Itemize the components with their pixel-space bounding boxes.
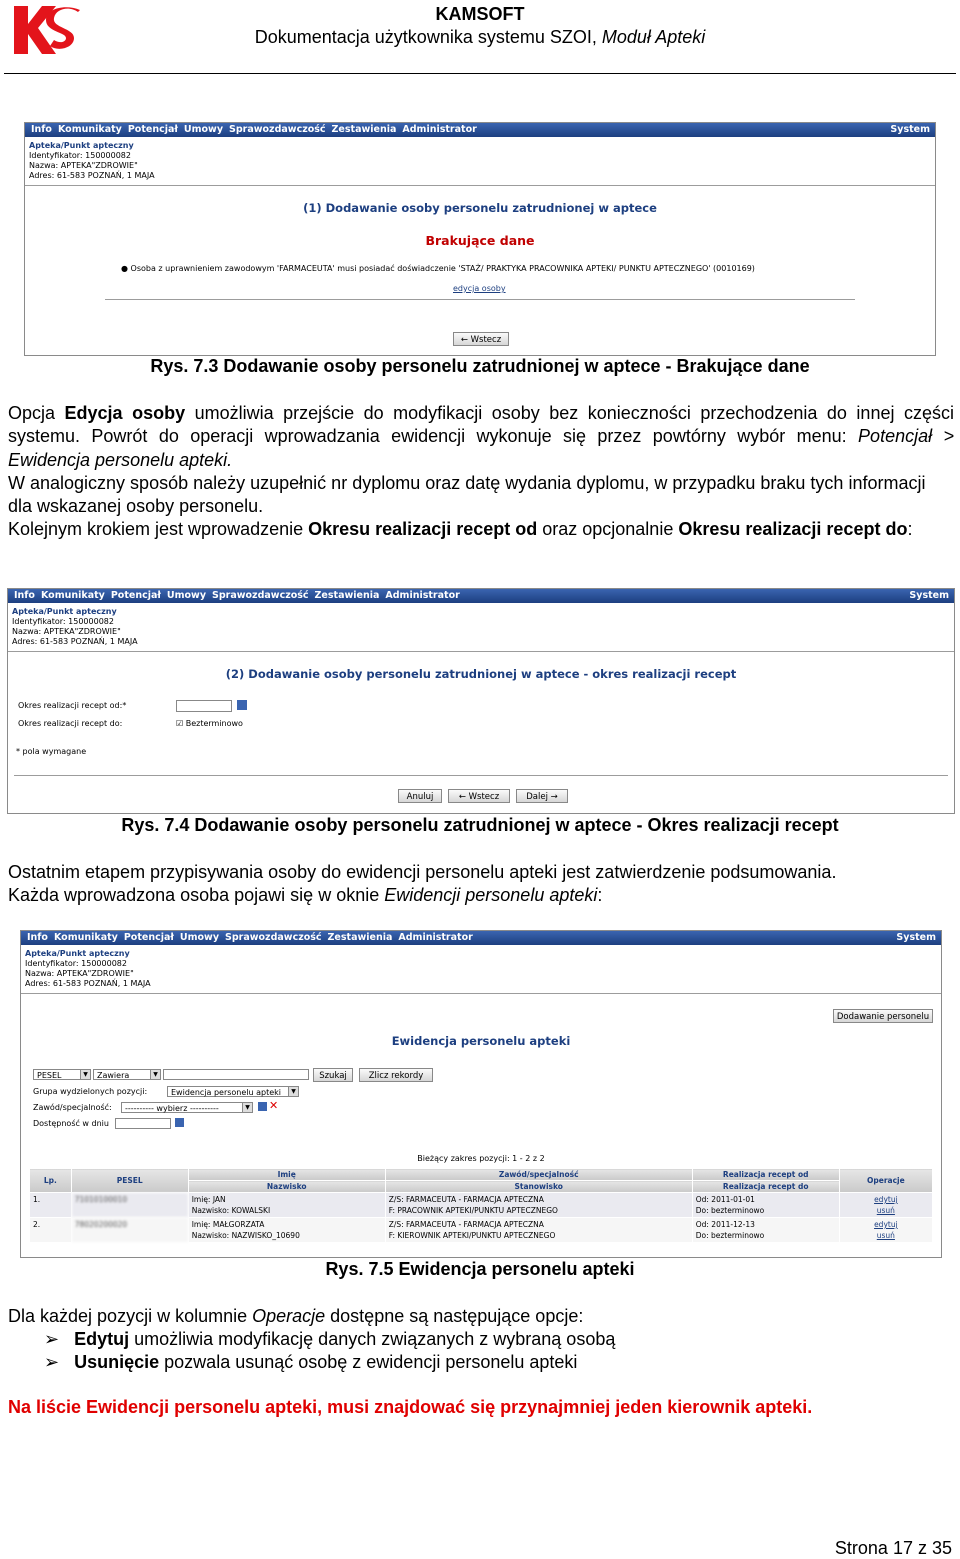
search-field-select[interactable]: PESEL ▼ — [33, 1069, 91, 1080]
chevron-down-icon: ▼ — [288, 1087, 298, 1096]
from-date-label: Okres realizacji recept od:* — [18, 701, 127, 710]
menu-item-info[interactable]: Info — [27, 932, 48, 943]
menu-item-sprawozdawczosc[interactable]: Sprawozdawczość — [212, 590, 309, 601]
profession-label: Zawód/specjalność: — [33, 1103, 112, 1112]
cancel-button[interactable]: Anuluj — [398, 789, 442, 803]
table-row: 2. 78020200020 Imię: MAŁGORZATA Nazwisko: NAZWISKO_10690 Z/S: FARMACEUTA - FARMACJA APTECZNA F: KIEROWNIK APTEKI/PUNKTU APTECZNEGO Od: 2011-12-13 Do: bezterminowo edytuj usuń — [30, 1218, 933, 1243]
menu-item-info[interactable]: Info — [31, 124, 52, 135]
availability-label: Dostępność w dniu — [33, 1119, 109, 1128]
missing-data-title: Brakujące dane — [425, 233, 535, 248]
bullet-delete: ➢ Usunięcie pozwala usunąć osobę z ewidencji personelu apteki — [44, 1352, 578, 1372]
menu-item-umowy[interactable]: Umowy — [183, 124, 224, 135]
paragraph-operations: Dla każdej pozycji w kolumnie Operacje dostępne są następujące opcje: — [8, 1306, 584, 1326]
document-subtitle: Dokumentacja użytkownika systemu SZOI, Moduł Apteki — [254, 27, 706, 47]
group-label: Grupa wydzielonych pozycji: — [33, 1087, 148, 1096]
step-title: (2) Dodawanie osoby personelu zatrudnionej w aptece - okres realizacji recept — [225, 667, 737, 681]
list-icon[interactable] — [258, 1102, 267, 1111]
edit-person-link[interactable]: edycja osoby — [453, 284, 506, 293]
from-date-input[interactable] — [176, 700, 232, 712]
menu-item-system[interactable]: System — [890, 124, 930, 135]
paragraph-summary: Ostatnim etapem przypisywania osoby do ewidencji personelu apteki jest zatwierdzenie podsumowania. Każda wprowadzona osoba pojawi się w oknie Ewidencji personelu apteki: — [8, 862, 837, 906]
pesel-cell: 71010100010 — [71, 1193, 188, 1218]
search-input[interactable] — [163, 1069, 309, 1080]
figure-caption-7-4: Rys. 7.4 Dodawanie osoby personelu zatrudnionej w aptece - Okres realizacji recept — [121, 815, 839, 835]
profession-select[interactable]: ---------- wybierz ---------- ▼ — [121, 1102, 253, 1113]
header-divider — [4, 73, 956, 74]
menu-item-administrator[interactable]: Administrator — [398, 932, 473, 943]
clear-icon[interactable]: ✕ — [269, 1099, 279, 1112]
edit-link[interactable]: edytuj — [874, 1220, 898, 1229]
menu-item-potencjal[interactable]: Potencjał — [110, 590, 161, 601]
paragraph-diploma: W analogiczny sposób należy uzupełnić nr dyplomu oraz datę wydania dyplomu, w przypadku braku tych informacji dla wskazanej osoby personelu. — [8, 473, 926, 517]
menu-item-administrator[interactable]: Administrator — [385, 590, 460, 601]
menu-bar — [8, 589, 954, 603]
menu-item-sprawozdawczosc[interactable]: Sprawozdawczość — [229, 124, 326, 135]
menu-item-komunikaty[interactable]: Komunikaty — [57, 124, 122, 135]
menu-item-system[interactable]: System — [909, 590, 949, 601]
separator — [25, 185, 935, 186]
indefinite-checkbox[interactable]: ☑ Bezterminowo — [176, 719, 243, 728]
header-realizacja-do: Realizacja recept do — [692, 1181, 839, 1193]
calendar-icon[interactable] — [175, 1118, 184, 1127]
separator — [8, 651, 954, 652]
menu-item-zestawienia[interactable]: Zestawienia — [314, 590, 380, 601]
company-name: KAMSOFT — [435, 4, 525, 24]
screenshot-missing-data — [24, 122, 936, 356]
calendar-icon[interactable] — [237, 700, 247, 710]
header-nazwisko: Nazwisko — [188, 1181, 385, 1193]
separator — [105, 299, 855, 300]
edit-link[interactable]: edytuj — [874, 1195, 898, 1204]
delete-link[interactable]: usuń — [876, 1231, 895, 1240]
missing-data-item: ● Osoba z uprawnieniem zawodowym 'FARMACEUTA' musi posiadać doświadczenie 'STAŻ/ PRAKTYKA PRACOWNIKA APTEKI/ PUNKTU APTECZNEGO' (0010169) — [121, 264, 755, 273]
header-zawod: Zawód/specjalność — [385, 1169, 692, 1181]
pharmacy-info: Apteka/Punkt apteczny Identyfikator: 150000082 Nazwa: APTEKA"ZDROWIE" Adres: 61-583 POZNAŃ, 1 MAJA — [25, 949, 151, 988]
header-realizacja-od: Realizacja recept od — [692, 1169, 839, 1181]
menu-item-komunikaty[interactable]: Komunikaty — [53, 932, 118, 943]
header-operacje: Operacje — [839, 1169, 932, 1193]
header-stanowisko: Stanowisko — [385, 1181, 692, 1193]
menu-item-potencjal[interactable]: Potencjał — [127, 124, 178, 135]
menu-item-potencjal[interactable]: Potencjał — [123, 932, 174, 943]
header-imie: Imię — [188, 1169, 385, 1181]
pesel-cell: 78020200020 — [71, 1218, 188, 1243]
search-button[interactable]: Szukaj — [313, 1068, 353, 1082]
back-button[interactable]: ← Wstecz — [448, 789, 510, 803]
chevron-down-icon: ▼ — [80, 1070, 90, 1079]
figure-caption-7-5: Rys. 7.5 Ewidencja personelu apteki — [325, 1259, 635, 1279]
pharmacy-info: Apteka/Punkt apteczny Identyfikator: 150000082 Nazwa: APTEKA"ZDROWIE" Adres: 61-583 POZNAŃ, 1 MAJA — [12, 607, 138, 646]
to-date-label: Okres realizacji recept do: — [18, 719, 123, 728]
menu-item-administrator[interactable]: Administrator — [402, 124, 477, 135]
screenshot-prescription-period — [7, 588, 955, 814]
register-title: Ewidencja personelu apteki — [391, 1034, 571, 1048]
add-staff-button[interactable]: Dodawanie personelu — [833, 1009, 933, 1023]
menu-item-umowy[interactable]: Umowy — [166, 590, 207, 601]
separator — [14, 775, 948, 776]
range-info: Bieżący zakres pozycji: 1 - 2 z 2 — [417, 1154, 545, 1163]
menu-item-zestawienia[interactable]: Zestawienia — [327, 932, 393, 943]
arrow-bullet-icon: ➢ — [44, 1329, 60, 1349]
delete-link[interactable]: usuń — [876, 1206, 895, 1215]
paragraph-edit-option: Opcja Edycja osoby umożliwia przejście do modyfikacji osoby bez konieczności przechodzenia do innej części systemu. Powrót do operacji wprowadzania ewidencji wykonuje się przez powtórny wybór menu: Potencjał > Ewidencja personelu apteki. — [8, 403, 954, 470]
step-title: (1) Dodawanie osoby personelu zatrudnionej w aptece — [303, 201, 657, 215]
search-mode-select[interactable]: Zawiera ▼ — [93, 1069, 161, 1080]
required-note: * pola wymagane — [16, 747, 87, 756]
page-number: Strona 17 z 35 — [834, 1538, 952, 1558]
menu-item-sprawozdawczosc[interactable]: Sprawozdawczość — [225, 932, 322, 943]
group-select[interactable]: Ewidencja personelu apteki ▼ — [167, 1086, 299, 1097]
table-row: 1. 71010100010 Imię: JAN Nazwisko: KOWALSKI Z/S: FARMACEUTA - FARMACJA APTECZNA F: PRACOWNIK APTEKI/PUNKTU APTECZNEGO Od: 2011-01-01 Do: bezterminowo edytuj usuń — [30, 1193, 933, 1218]
bullet-edit: ➢ Edytuj umożliwia modyfikację danych związanych z wybraną osobą — [44, 1329, 616, 1349]
screenshot-staff-register — [20, 930, 942, 1258]
header-lp: Lp. — [30, 1169, 72, 1193]
menu-item-zestawienia[interactable]: Zestawienia — [331, 124, 397, 135]
back-button[interactable]: ← Wstecz — [453, 332, 509, 346]
paragraph-next-step: Kolejnym krokiem jest wprowadzenie Okresu realizacji recept od oraz opcjonalnie Okresu realizacji recept do: — [8, 519, 913, 539]
availability-input[interactable] — [115, 1118, 171, 1129]
figure-caption-7-3: Rys. 7.3 Dodawanie osoby personelu zatrudnionej w aptece - Brakujące dane — [150, 356, 810, 376]
separator — [21, 993, 941, 994]
chevron-down-icon: ▼ — [242, 1103, 252, 1112]
warning-text: Na liście Ewidencji personelu apteki, musi znajdować się przynajmniej jeden kierownik apteki. — [8, 1397, 813, 1417]
count-records-button[interactable]: Zlicz rekordy — [359, 1068, 433, 1082]
menu-bar — [21, 931, 941, 945]
menu-item-umowy[interactable]: Umowy — [179, 932, 220, 943]
arrow-bullet-icon: ➢ — [44, 1352, 60, 1372]
menu-bar — [25, 123, 935, 137]
menu-item-info[interactable]: Info — [14, 590, 35, 601]
menu-item-komunikaty[interactable]: Komunikaty — [40, 590, 105, 601]
next-button[interactable]: Dalej → — [516, 789, 568, 803]
menu-item-system[interactable]: System — [896, 932, 936, 943]
chevron-down-icon: ▼ — [150, 1070, 160, 1079]
pharmacy-info: Apteka/Punkt apteczny Identyfikator: 150000082 Nazwa: APTEKA"ZDROWIE" Adres: 61-583 POZNAŃ, 1 MAJA — [29, 141, 155, 180]
staff-table — [29, 1168, 933, 1243]
header-pesel: PESEL — [71, 1169, 188, 1193]
